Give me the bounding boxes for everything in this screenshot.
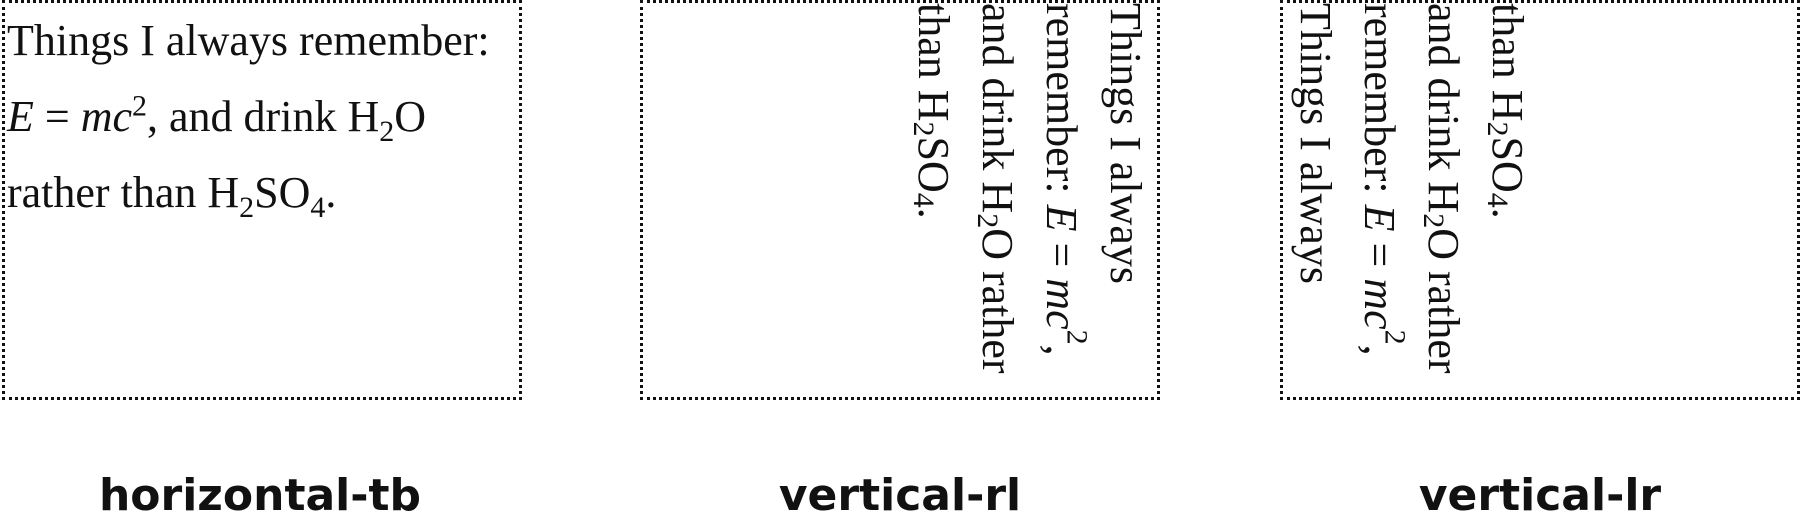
text-end: . xyxy=(909,207,958,219)
acid-h-subscript: 2 xyxy=(907,121,941,137)
formula-m: m xyxy=(80,92,113,141)
text-after-water: O rather than H xyxy=(7,92,426,217)
formula-m: m xyxy=(1355,278,1404,311)
formula-c: c xyxy=(1355,310,1404,330)
text-end: . xyxy=(1483,207,1532,219)
water-subscript: 2 xyxy=(379,114,395,148)
text-equals: = xyxy=(1355,231,1404,279)
formula-exponent: 2 xyxy=(132,89,148,123)
text-equals: = xyxy=(33,92,81,141)
text-after-water: O rather than H xyxy=(1419,3,1532,374)
formula-exponent: 2 xyxy=(1060,329,1094,345)
formula-c: c xyxy=(1037,310,1086,330)
text-intro: Things I always remember: xyxy=(1291,3,1404,285)
acid-o-subscript: 4 xyxy=(907,192,941,208)
text-so: SO xyxy=(909,136,958,193)
vertical-lr-caption: vertical-lr xyxy=(1418,470,1662,521)
example-paragraph xyxy=(1283,3,1539,397)
text-mid: , and drink H xyxy=(1355,3,1468,356)
water-subscript: 2 xyxy=(971,213,1005,229)
formula-m: m xyxy=(1037,278,1086,311)
text-intro: Things I always remember: xyxy=(1037,3,1150,285)
example-paragraph xyxy=(7,3,519,231)
formula-c: c xyxy=(112,92,133,141)
text-mid: , and drink H xyxy=(147,92,380,141)
formula-e: E xyxy=(1355,204,1404,232)
water-subscript: 2 xyxy=(1417,213,1451,229)
example-paragraph xyxy=(901,3,1157,397)
formula-e: E xyxy=(7,92,34,141)
text-after-water: O rather than H xyxy=(909,3,1022,374)
horizontal-tb-example-box xyxy=(2,0,522,400)
text-equals: = xyxy=(1037,231,1086,279)
vertical-rl-example-box xyxy=(640,0,1160,400)
text-end: . xyxy=(325,168,337,217)
text-intro: Things I always remember: xyxy=(7,16,490,65)
formula-e: E xyxy=(1037,204,1086,232)
formula-exponent: 2 xyxy=(1378,329,1412,345)
acid-o-subscript: 4 xyxy=(1481,192,1515,208)
vertical-rl-caption: vertical-rl xyxy=(778,470,1022,521)
acid-h-subscript: 2 xyxy=(239,190,255,224)
acid-o-subscript: 4 xyxy=(310,190,326,224)
text-so: SO xyxy=(1483,136,1532,193)
acid-h-subscript: 2 xyxy=(1481,121,1515,137)
text-mid: , and drink H xyxy=(973,3,1086,356)
horizontal-tb-caption: horizontal-tb xyxy=(98,470,422,521)
text-so: SO xyxy=(254,168,311,217)
vertical-lr-example-box xyxy=(1280,0,1800,400)
